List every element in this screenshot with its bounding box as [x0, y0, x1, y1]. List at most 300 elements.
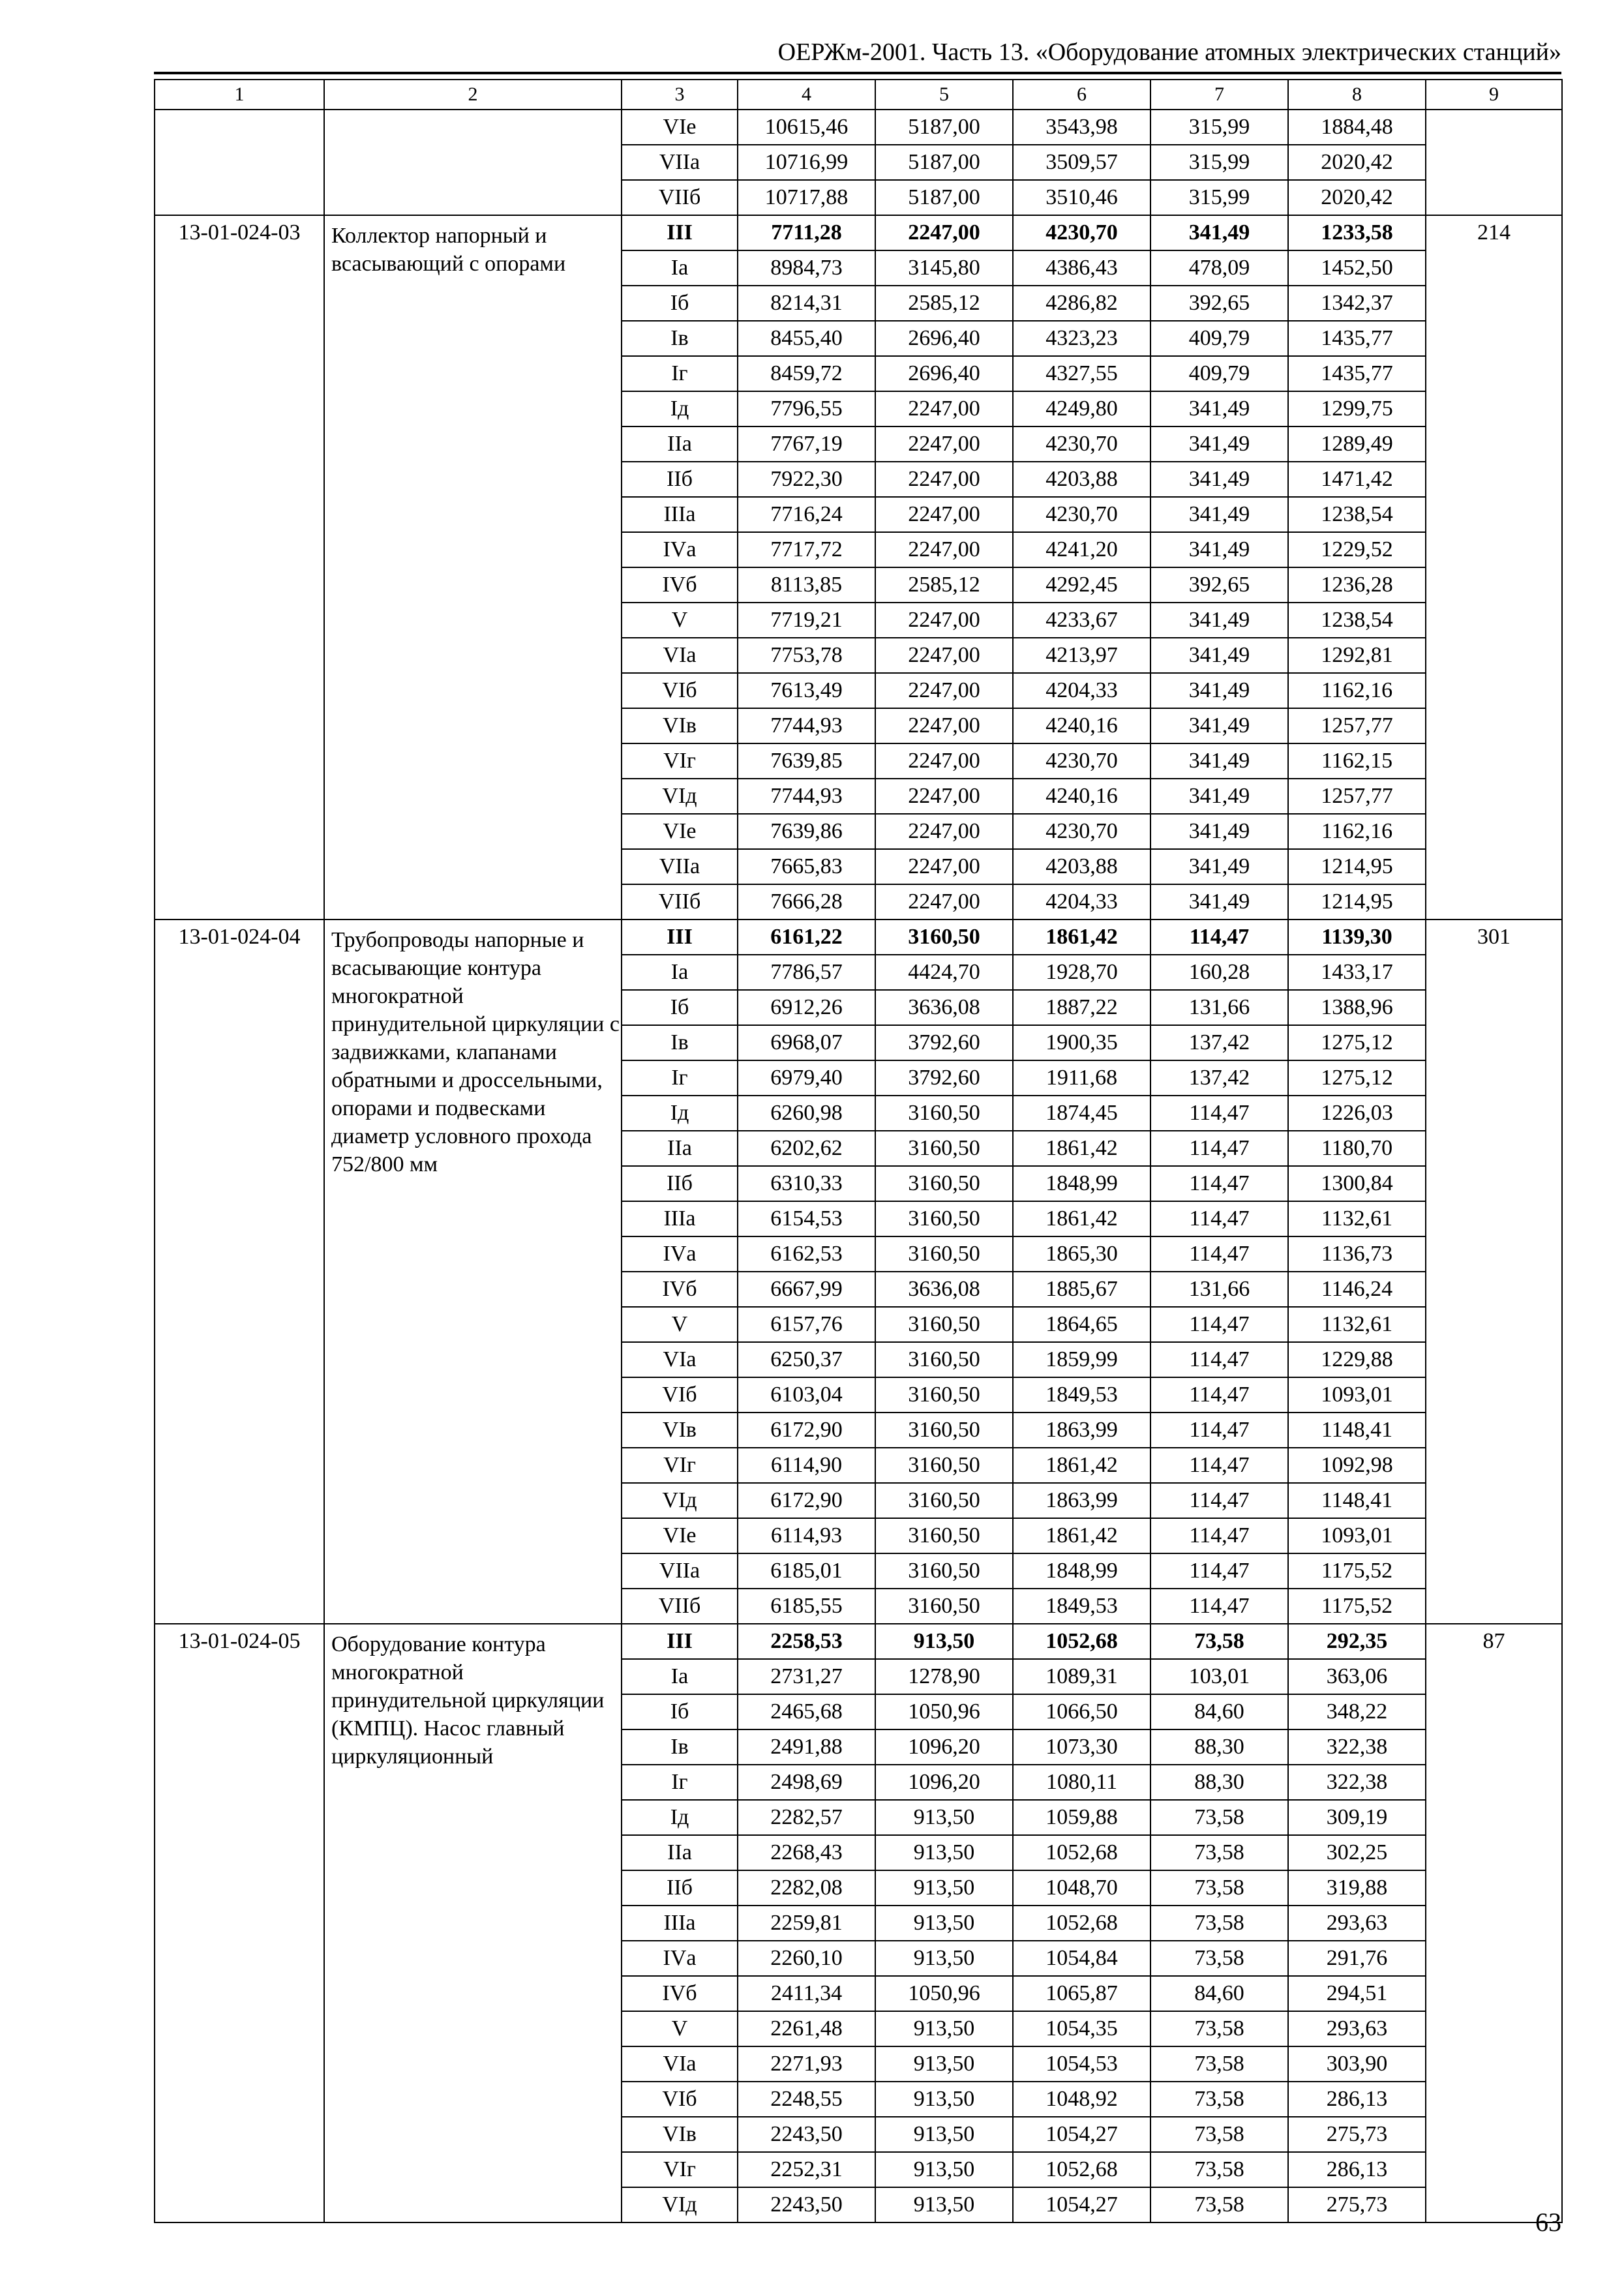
value-cell: 10716,99: [738, 145, 875, 180]
value-cell: 8214,31: [738, 286, 875, 321]
value-cell: 4230,70: [1013, 814, 1150, 849]
value-cell: 341,49: [1150, 814, 1288, 849]
value-cell: 6260,98: [738, 1096, 875, 1131]
value-cell: 4286,82: [1013, 286, 1150, 321]
zone-cell: Iг: [622, 1765, 738, 1800]
value-cell: 1861,42: [1013, 920, 1150, 955]
code-cell: 13-01-024-05: [155, 1624, 324, 2222]
value-cell: 3510,46: [1013, 180, 1150, 215]
value-cell: 4230,70: [1013, 426, 1150, 462]
value-cell: 6172,90: [738, 1413, 875, 1448]
value-cell: 4204,33: [1013, 884, 1150, 920]
value-cell: 1136,73: [1288, 1236, 1426, 1272]
value-cell: 2258,53: [738, 1624, 875, 1659]
value-cell: 1388,96: [1288, 990, 1426, 1025]
zone-cell: Iб: [622, 990, 738, 1025]
value-cell: 1146,24: [1288, 1272, 1426, 1307]
value-cell: 88,30: [1150, 1729, 1288, 1765]
value-cell: 1849,53: [1013, 1589, 1150, 1624]
code-cell: 13-01-024-03: [155, 215, 324, 920]
value-cell: 3160,50: [875, 1589, 1013, 1624]
zone-cell: Iд: [622, 1096, 738, 1131]
value-cell: 1048,92: [1013, 2082, 1150, 2117]
zone-cell: Iб: [622, 1694, 738, 1729]
value-cell: 1275,12: [1288, 1025, 1426, 1060]
value-cell: 6968,07: [738, 1025, 875, 1060]
column-number-cell: 5: [875, 80, 1013, 110]
value-cell: 286,13: [1288, 2082, 1426, 2117]
value-cell: 6667,99: [738, 1272, 875, 1307]
value-cell: 6103,04: [738, 1377, 875, 1413]
zone-cell: VIIб: [622, 1589, 738, 1624]
value-cell: 913,50: [875, 2046, 1013, 2082]
zone-cell: VIIа: [622, 145, 738, 180]
zone-cell: IVа: [622, 532, 738, 567]
value-cell: 3792,60: [875, 1025, 1013, 1060]
value-cell: 3160,50: [875, 1096, 1013, 1131]
value-cell: 2585,12: [875, 286, 1013, 321]
page-number: 63: [1535, 2207, 1561, 2237]
value-cell: 6161,22: [738, 920, 875, 955]
value-cell: 1257,77: [1288, 708, 1426, 743]
zone-cell: IVа: [622, 1941, 738, 1976]
value-cell: 1289,49: [1288, 426, 1426, 462]
value-cell: 4233,67: [1013, 603, 1150, 638]
value-cell: 1050,96: [875, 1976, 1013, 2011]
zone-cell: III: [622, 1624, 738, 1659]
value-cell: 1887,22: [1013, 990, 1150, 1025]
zone-cell: IIа: [622, 426, 738, 462]
value-cell: 292,35: [1288, 1624, 1426, 1659]
value-cell: 4240,16: [1013, 708, 1150, 743]
value-cell: 2248,55: [738, 2082, 875, 2117]
value-cell: 315,99: [1150, 180, 1288, 215]
value-cell: 1214,95: [1288, 884, 1426, 920]
value-cell: 1452,50: [1288, 250, 1426, 286]
col9-cell: 87: [1426, 1624, 1562, 2222]
value-cell: 341,49: [1150, 391, 1288, 426]
column-number-cell: 8: [1288, 80, 1426, 110]
value-cell: 7796,55: [738, 391, 875, 426]
value-cell: 6162,53: [738, 1236, 875, 1272]
value-cell: 2247,00: [875, 673, 1013, 708]
value-cell: 1911,68: [1013, 1060, 1150, 1096]
value-cell: 6172,90: [738, 1483, 875, 1518]
value-cell: 275,73: [1288, 2187, 1426, 2222]
value-cell: 103,01: [1150, 1659, 1288, 1694]
value-cell: 3160,50: [875, 1236, 1013, 1272]
value-cell: 73,58: [1150, 1941, 1288, 1976]
zone-cell: Iг: [622, 1060, 738, 1096]
value-cell: 7786,57: [738, 955, 875, 990]
zone-cell: IVб: [622, 1272, 738, 1307]
value-cell: 6912,26: [738, 990, 875, 1025]
value-cell: 913,50: [875, 2011, 1013, 2046]
value-cell: 1175,52: [1288, 1589, 1426, 1624]
value-cell: 913,50: [875, 1835, 1013, 1870]
value-cell: 5187,00: [875, 145, 1013, 180]
zone-cell: Iа: [622, 955, 738, 990]
value-cell: 319,88: [1288, 1870, 1426, 1906]
value-cell: 2020,42: [1288, 145, 1426, 180]
value-cell: 114,47: [1150, 920, 1288, 955]
zone-cell: VIа: [622, 638, 738, 673]
value-cell: 1863,99: [1013, 1483, 1150, 1518]
value-cell: 6185,01: [738, 1553, 875, 1589]
value-cell: 1054,27: [1013, 2187, 1150, 2222]
value-cell: 1300,84: [1288, 1166, 1426, 1201]
value-cell: 341,49: [1150, 426, 1288, 462]
table-row: [155, 110, 1562, 145]
zone-cell: VIIа: [622, 849, 738, 884]
zone-cell: VIд: [622, 779, 738, 814]
value-cell: 1342,37: [1288, 286, 1426, 321]
value-cell: 7639,85: [738, 743, 875, 779]
value-cell: 1059,88: [1013, 1800, 1150, 1835]
value-cell: 3792,60: [875, 1060, 1013, 1096]
value-cell: 275,73: [1288, 2117, 1426, 2152]
value-cell: 3160,50: [875, 1342, 1013, 1377]
value-cell: 4230,70: [1013, 497, 1150, 532]
name-cell: Оборудование контура многократной принудительной циркуляции (КМПЦ). Насос главный циркуляционный: [324, 1624, 622, 2222]
value-cell: 1139,30: [1288, 920, 1426, 955]
value-cell: 1861,42: [1013, 1448, 1150, 1483]
value-cell: 114,47: [1150, 1413, 1288, 1448]
value-cell: 409,79: [1150, 321, 1288, 356]
value-cell: 913,50: [875, 2152, 1013, 2187]
value-cell: 341,49: [1150, 743, 1288, 779]
value-cell: 73,58: [1150, 2011, 1288, 2046]
col9-cell: 301: [1426, 920, 1562, 1624]
value-cell: 1848,99: [1013, 1553, 1150, 1589]
value-cell: 4204,33: [1013, 673, 1150, 708]
zone-cell: Iа: [622, 1659, 738, 1694]
value-cell: 322,38: [1288, 1765, 1426, 1800]
value-cell: 2259,81: [738, 1906, 875, 1941]
value-cell: 1226,03: [1288, 1096, 1426, 1131]
col9-cell: 214: [1426, 215, 1562, 920]
value-cell: 2247,00: [875, 462, 1013, 497]
table-row: [155, 1624, 1562, 1659]
value-cell: 1435,77: [1288, 356, 1426, 391]
value-cell: 88,30: [1150, 1765, 1288, 1800]
name-cell: Коллектор напорный и всасывающий с опорами: [324, 215, 622, 920]
value-cell: 131,66: [1150, 1272, 1288, 1307]
column-number-cell: 4: [738, 80, 875, 110]
zone-cell: IVб: [622, 1976, 738, 2011]
value-cell: 1861,42: [1013, 1131, 1150, 1166]
value-cell: 114,47: [1150, 1377, 1288, 1413]
value-cell: 1050,96: [875, 1694, 1013, 1729]
value-cell: 114,47: [1150, 1236, 1288, 1272]
value-cell: 73,58: [1150, 1835, 1288, 1870]
header-rule: [154, 72, 1561, 74]
value-cell: 2247,00: [875, 426, 1013, 462]
value-cell: 1065,87: [1013, 1976, 1150, 2011]
value-cell: 2247,00: [875, 884, 1013, 920]
value-cell: 913,50: [875, 1906, 1013, 1941]
column-number-cell: 1: [155, 80, 324, 110]
value-cell: 1861,42: [1013, 1201, 1150, 1236]
value-cell: 2247,00: [875, 814, 1013, 849]
value-cell: 3160,50: [875, 1377, 1013, 1413]
value-cell: 1471,42: [1288, 462, 1426, 497]
value-cell: 5187,00: [875, 110, 1013, 145]
value-cell: 2696,40: [875, 321, 1013, 356]
value-cell: 409,79: [1150, 356, 1288, 391]
value-cell: 3636,08: [875, 990, 1013, 1025]
value-cell: 3509,57: [1013, 145, 1150, 180]
value-cell: 2247,00: [875, 743, 1013, 779]
value-cell: 6114,93: [738, 1518, 875, 1553]
value-cell: 1052,68: [1013, 1906, 1150, 1941]
zone-cell: Iг: [622, 356, 738, 391]
zone-cell: IIIа: [622, 1201, 738, 1236]
value-cell: 294,51: [1288, 1976, 1426, 2011]
zone-cell: Iа: [622, 250, 738, 286]
zone-cell: VIв: [622, 1413, 738, 1448]
value-cell: 341,49: [1150, 603, 1288, 638]
zone-cell: VIд: [622, 2187, 738, 2222]
value-cell: 1054,53: [1013, 2046, 1150, 2082]
value-cell: 1054,27: [1013, 2117, 1150, 2152]
value-cell: 2260,10: [738, 1941, 875, 1976]
zone-cell: VIIб: [622, 180, 738, 215]
value-cell: 1859,99: [1013, 1342, 1150, 1377]
value-cell: 2247,00: [875, 708, 1013, 743]
value-cell: 84,60: [1150, 1694, 1288, 1729]
value-cell: 1162,16: [1288, 814, 1426, 849]
value-cell: 137,42: [1150, 1025, 1288, 1060]
zone-cell: VIе: [622, 814, 738, 849]
value-cell: 114,47: [1150, 1342, 1288, 1377]
zone-cell: VIе: [622, 110, 738, 145]
value-cell: 1229,52: [1288, 532, 1426, 567]
zone-cell: Iв: [622, 321, 738, 356]
value-cell: 1089,31: [1013, 1659, 1150, 1694]
value-cell: 2411,34: [738, 1976, 875, 2011]
value-cell: 341,49: [1150, 215, 1288, 250]
column-number-cell: 2: [324, 80, 622, 110]
value-cell: 114,47: [1150, 1131, 1288, 1166]
zone-cell: Iв: [622, 1025, 738, 1060]
zone-cell: VIв: [622, 2117, 738, 2152]
value-cell: 363,06: [1288, 1659, 1426, 1694]
zone-cell: V: [622, 2011, 738, 2046]
value-cell: 1066,50: [1013, 1694, 1150, 1729]
value-cell: 3160,50: [875, 920, 1013, 955]
value-cell: 7711,28: [738, 215, 875, 250]
value-cell: 3145,80: [875, 250, 1013, 286]
zone-cell: VIг: [622, 2152, 738, 2187]
value-cell: 114,47: [1150, 1518, 1288, 1553]
table-row: [155, 215, 1562, 250]
value-cell: 1900,35: [1013, 1025, 1150, 1060]
value-cell: 5187,00: [875, 180, 1013, 215]
value-cell: 341,49: [1150, 497, 1288, 532]
value-cell: 114,47: [1150, 1589, 1288, 1624]
value-cell: 7717,72: [738, 532, 875, 567]
value-cell: 2268,43: [738, 1835, 875, 1870]
value-cell: 913,50: [875, 2187, 1013, 2222]
value-cell: 913,50: [875, 2117, 1013, 2152]
value-cell: 1048,70: [1013, 1870, 1150, 1906]
value-cell: 2247,00: [875, 391, 1013, 426]
value-cell: 1236,28: [1288, 567, 1426, 603]
value-cell: 302,25: [1288, 1835, 1426, 1870]
table-row: [155, 920, 1562, 955]
zone-cell: Iб: [622, 286, 738, 321]
value-cell: 913,50: [875, 2082, 1013, 2117]
zone-cell: IIб: [622, 462, 738, 497]
zone-cell: V: [622, 603, 738, 638]
value-cell: 2243,50: [738, 2117, 875, 2152]
value-cell: 6185,55: [738, 1589, 875, 1624]
value-cell: 1132,61: [1288, 1201, 1426, 1236]
value-cell: 286,13: [1288, 2152, 1426, 2187]
value-cell: 1865,30: [1013, 1236, 1150, 1272]
value-cell: 6154,53: [738, 1201, 875, 1236]
zone-cell: IIб: [622, 1870, 738, 1906]
value-cell: 4230,70: [1013, 215, 1150, 250]
value-cell: 73,58: [1150, 2117, 1288, 2152]
column-number-cell: 6: [1013, 80, 1150, 110]
value-cell: 1257,77: [1288, 779, 1426, 814]
name-cell: [324, 110, 622, 215]
value-cell: 2247,00: [875, 779, 1013, 814]
value-cell: 8459,72: [738, 356, 875, 391]
value-cell: 291,76: [1288, 1941, 1426, 1976]
value-cell: 8455,40: [738, 321, 875, 356]
value-cell: 315,99: [1150, 110, 1288, 145]
value-cell: 2247,00: [875, 497, 1013, 532]
value-cell: 1093,01: [1288, 1518, 1426, 1553]
zone-cell: V: [622, 1307, 738, 1342]
value-cell: 392,65: [1150, 567, 1288, 603]
value-cell: 1238,54: [1288, 497, 1426, 532]
value-cell: 341,49: [1150, 708, 1288, 743]
value-cell: 7767,19: [738, 426, 875, 462]
value-cell: 1148,41: [1288, 1413, 1426, 1448]
value-cell: 1292,81: [1288, 638, 1426, 673]
code-cell: [155, 110, 324, 215]
value-cell: 3160,50: [875, 1166, 1013, 1201]
value-cell: 6250,37: [738, 1342, 875, 1377]
value-cell: 1054,35: [1013, 2011, 1150, 2046]
zone-cell: VIе: [622, 1518, 738, 1553]
value-cell: 7753,78: [738, 638, 875, 673]
value-cell: 7719,21: [738, 603, 875, 638]
value-cell: 303,90: [1288, 2046, 1426, 2082]
value-cell: 2247,00: [875, 603, 1013, 638]
value-cell: 2243,50: [738, 2187, 875, 2222]
value-cell: 1299,75: [1288, 391, 1426, 426]
value-cell: 1052,68: [1013, 2152, 1150, 2187]
value-cell: 341,49: [1150, 462, 1288, 497]
value-cell: 4203,88: [1013, 462, 1150, 497]
value-cell: 1214,95: [1288, 849, 1426, 884]
zone-cell: IVб: [622, 567, 738, 603]
value-cell: 1874,45: [1013, 1096, 1150, 1131]
value-cell: 114,47: [1150, 1483, 1288, 1518]
value-cell: 1132,61: [1288, 1307, 1426, 1342]
column-number-row: [155, 80, 1562, 110]
value-cell: 3160,50: [875, 1413, 1013, 1448]
value-cell: 2271,93: [738, 2046, 875, 2082]
zone-cell: VIб: [622, 673, 738, 708]
zone-cell: VIв: [622, 708, 738, 743]
value-cell: 3160,50: [875, 1553, 1013, 1589]
value-cell: 341,49: [1150, 779, 1288, 814]
value-cell: 4213,97: [1013, 638, 1150, 673]
value-cell: 131,66: [1150, 990, 1288, 1025]
value-cell: 322,38: [1288, 1729, 1426, 1765]
value-cell: 4240,16: [1013, 779, 1150, 814]
value-cell: 1073,30: [1013, 1729, 1150, 1765]
value-cell: 7744,93: [738, 779, 875, 814]
value-cell: 2247,00: [875, 532, 1013, 567]
value-cell: 1884,48: [1288, 110, 1426, 145]
zone-cell: Iв: [622, 1729, 738, 1765]
value-cell: 3160,50: [875, 1483, 1013, 1518]
column-number-cell: 7: [1150, 80, 1288, 110]
value-cell: 8984,73: [738, 250, 875, 286]
value-cell: 4249,80: [1013, 391, 1150, 426]
value-cell: 315,99: [1150, 145, 1288, 180]
value-cell: 6157,76: [738, 1307, 875, 1342]
value-cell: 3543,98: [1013, 110, 1150, 145]
value-cell: 341,49: [1150, 884, 1288, 920]
value-cell: 8113,85: [738, 567, 875, 603]
value-cell: 6202,62: [738, 1131, 875, 1166]
zone-cell: IVа: [622, 1236, 738, 1272]
value-cell: 3160,50: [875, 1448, 1013, 1483]
value-cell: 4241,20: [1013, 532, 1150, 567]
value-cell: 309,19: [1288, 1800, 1426, 1835]
value-cell: 3160,50: [875, 1307, 1013, 1342]
value-cell: 1233,58: [1288, 215, 1426, 250]
value-cell: 2585,12: [875, 567, 1013, 603]
value-cell: 2247,00: [875, 638, 1013, 673]
value-cell: 348,22: [1288, 1694, 1426, 1729]
value-cell: 114,47: [1150, 1166, 1288, 1201]
value-cell: 6114,90: [738, 1448, 875, 1483]
value-cell: 3636,08: [875, 1272, 1013, 1307]
value-cell: 913,50: [875, 1870, 1013, 1906]
value-cell: 341,49: [1150, 673, 1288, 708]
value-cell: 1928,70: [1013, 955, 1150, 990]
value-cell: 4327,55: [1013, 356, 1150, 391]
value-cell: 478,09: [1150, 250, 1288, 286]
zone-cell: IIа: [622, 1835, 738, 1870]
value-cell: 7744,93: [738, 708, 875, 743]
value-cell: 73,58: [1150, 1906, 1288, 1941]
value-cell: 913,50: [875, 1624, 1013, 1659]
value-cell: 4292,45: [1013, 567, 1150, 603]
value-cell: 1238,54: [1288, 603, 1426, 638]
code-cell: 13-01-024-04: [155, 920, 324, 1624]
value-cell: 1435,77: [1288, 321, 1426, 356]
value-cell: 1848,99: [1013, 1166, 1150, 1201]
zone-cell: VIд: [622, 1483, 738, 1518]
value-cell: 114,47: [1150, 1553, 1288, 1589]
value-cell: 1054,84: [1013, 1941, 1150, 1976]
value-cell: 2252,31: [738, 2152, 875, 2187]
value-cell: 2247,00: [875, 215, 1013, 250]
value-cell: 2020,42: [1288, 180, 1426, 215]
value-cell: 341,49: [1150, 849, 1288, 884]
value-cell: 160,28: [1150, 955, 1288, 990]
